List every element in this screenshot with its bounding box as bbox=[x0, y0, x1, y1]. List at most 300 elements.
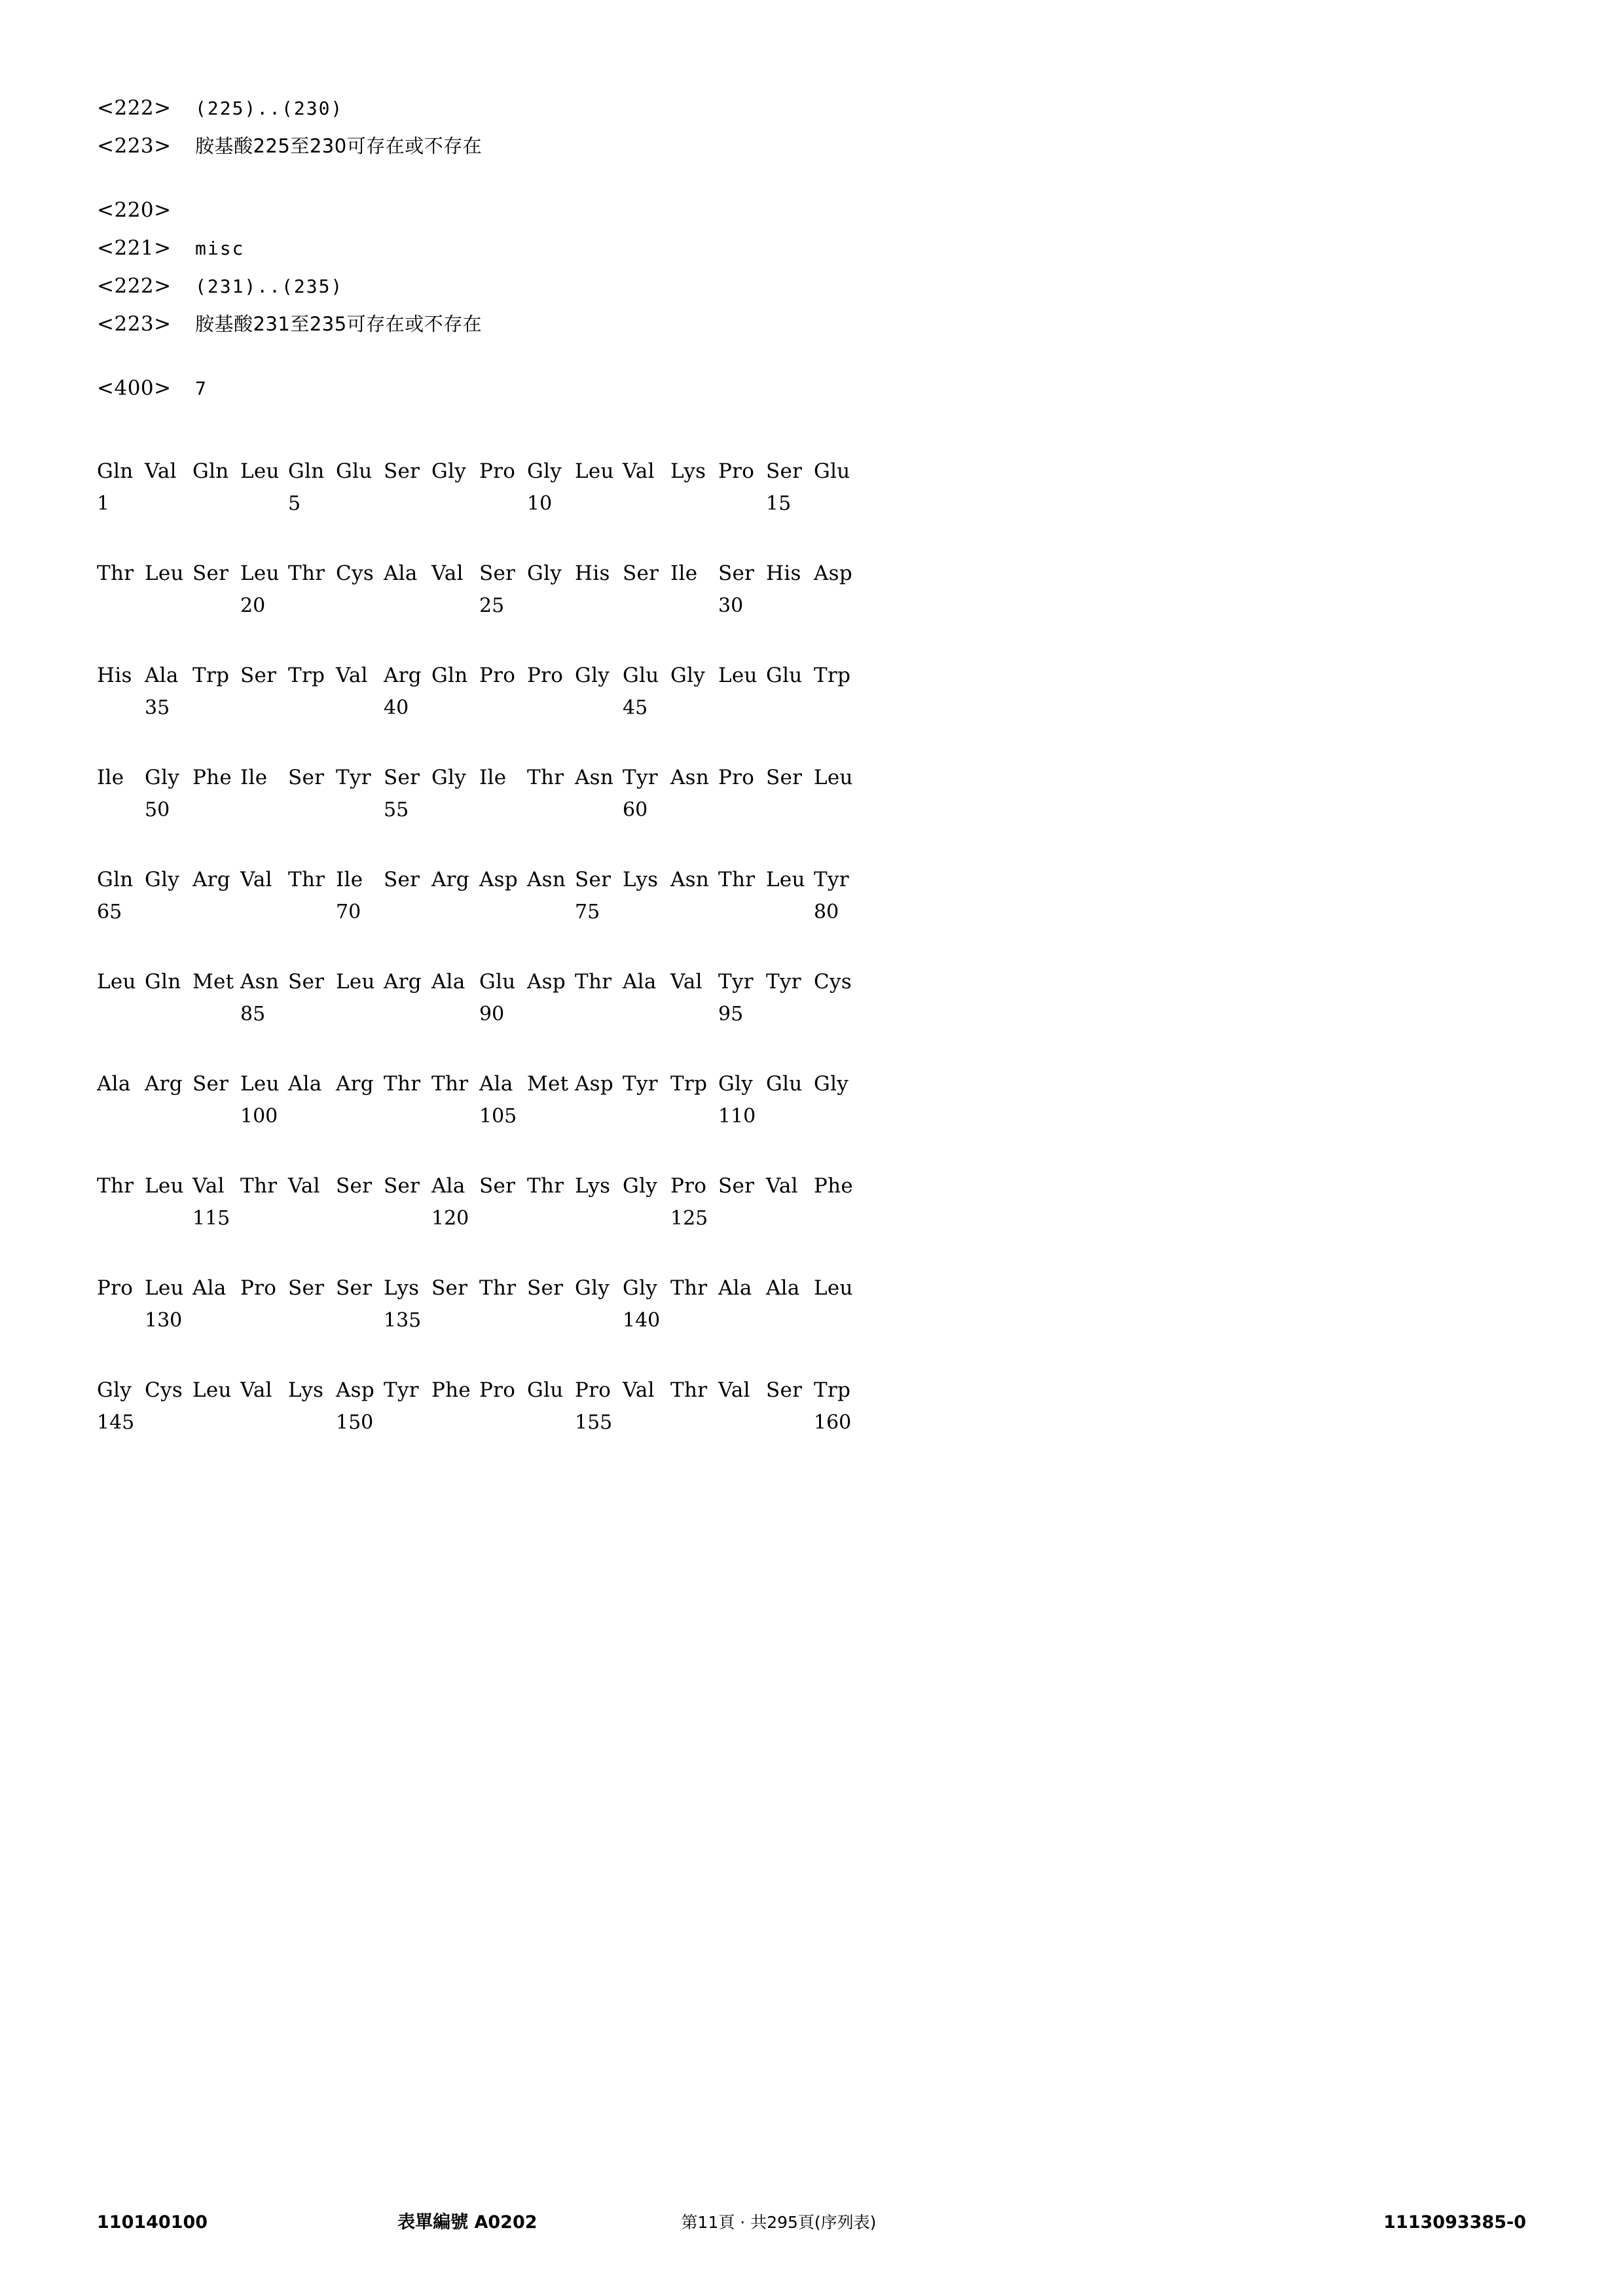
residue-row bbox=[97, 664, 1505, 690]
residue-number bbox=[670, 696, 718, 721]
residue-number bbox=[718, 1207, 766, 1232]
residue-number bbox=[288, 1207, 336, 1232]
residue: Trp bbox=[192, 664, 230, 687]
residue-number: 15 bbox=[766, 492, 792, 515]
residue-number bbox=[145, 594, 192, 619]
residue: Ala bbox=[431, 1174, 465, 1198]
residue-row bbox=[97, 868, 1505, 894]
residue-number bbox=[288, 901, 336, 925]
residue: Asn bbox=[527, 868, 566, 891]
residue-number bbox=[97, 798, 145, 823]
residue-number bbox=[670, 492, 718, 517]
residue-number bbox=[240, 1207, 288, 1232]
residue-number bbox=[384, 1207, 431, 1232]
residue: Leu bbox=[145, 1276, 184, 1300]
residue-number bbox=[192, 1309, 240, 1334]
residue: Gly bbox=[623, 1276, 658, 1300]
residue-number bbox=[527, 798, 575, 823]
residue-number bbox=[670, 1309, 718, 1334]
residue-number bbox=[575, 594, 623, 619]
residue-number: 120 bbox=[431, 1207, 469, 1230]
residue-number bbox=[718, 492, 766, 517]
residue-number bbox=[814, 1003, 862, 1028]
residue-number bbox=[431, 696, 479, 721]
field-value: 胺基酸231至235可存在或不存在 bbox=[195, 313, 483, 335]
residue-number: 95 bbox=[718, 1003, 744, 1026]
residue: Ala bbox=[431, 970, 465, 994]
residue-number: 60 bbox=[623, 798, 648, 821]
residue-number: 30 bbox=[718, 594, 744, 617]
residue: Leu bbox=[240, 562, 280, 585]
residue: Val bbox=[670, 970, 702, 994]
residue-number bbox=[97, 1207, 145, 1232]
residue-number: 20 bbox=[240, 594, 266, 617]
residue: Phe bbox=[814, 1174, 854, 1198]
residue: Lys bbox=[623, 868, 659, 891]
residue-number bbox=[575, 798, 623, 823]
header-row-222-231 bbox=[97, 276, 1505, 296]
residue: Ser bbox=[479, 562, 516, 585]
residue: Arg bbox=[192, 868, 230, 891]
residue-row bbox=[97, 459, 1505, 486]
residue: Leu bbox=[766, 868, 805, 891]
residue-number bbox=[670, 1003, 718, 1028]
residue: Pro bbox=[479, 459, 516, 483]
residue: Val bbox=[192, 1174, 225, 1198]
residue-number bbox=[527, 1207, 575, 1232]
residue: Tyr bbox=[718, 970, 754, 994]
residue-number bbox=[97, 1105, 145, 1130]
residue-row bbox=[97, 766, 1505, 792]
residue: Val bbox=[240, 868, 272, 891]
field-tag: <220> bbox=[97, 198, 172, 222]
residue-number bbox=[431, 1411, 479, 1436]
residue: Val bbox=[431, 562, 464, 585]
residue-number: 135 bbox=[384, 1309, 422, 1332]
residue-number: 75 bbox=[575, 901, 600, 924]
footer-reference-number: 1113093385-0 bbox=[1383, 2212, 1526, 2233]
residue: Thr bbox=[288, 868, 325, 891]
residue-number bbox=[192, 1003, 240, 1028]
sequence-group bbox=[97, 1378, 1505, 1436]
field-value: misc bbox=[195, 238, 245, 259]
residue: Arg bbox=[336, 1072, 374, 1096]
residue: Cys bbox=[814, 970, 852, 994]
residue: Lys bbox=[575, 1174, 611, 1198]
sequence-group bbox=[97, 970, 1505, 1028]
residue-number: 80 bbox=[814, 901, 839, 924]
residue: His bbox=[766, 562, 801, 585]
residue: Ser bbox=[766, 1378, 803, 1402]
residue-row bbox=[97, 1378, 1505, 1405]
residue: Ile bbox=[240, 766, 268, 789]
residue: Gly bbox=[575, 664, 610, 687]
residue-number bbox=[240, 901, 288, 925]
residue-number bbox=[479, 696, 527, 721]
residue: Ala bbox=[766, 1276, 800, 1300]
header-row-221 bbox=[97, 238, 1505, 259]
residue-number bbox=[623, 1105, 670, 1130]
residue: Asp bbox=[336, 1378, 375, 1402]
residue-number bbox=[575, 492, 623, 517]
residue-number bbox=[718, 798, 766, 823]
residue-number bbox=[766, 1003, 814, 1028]
residue: Ser bbox=[240, 664, 277, 687]
residue-number: 150 bbox=[336, 1411, 374, 1434]
field-tag: <400> bbox=[97, 376, 172, 400]
residue: Ser bbox=[623, 562, 659, 585]
residue-number bbox=[336, 1309, 384, 1334]
residue: Glu bbox=[623, 664, 659, 687]
residue: Cys bbox=[145, 1378, 183, 1402]
sequence-block bbox=[97, 459, 1505, 1436]
residue: Glu bbox=[479, 970, 516, 994]
residue-number bbox=[623, 1003, 670, 1028]
residue-number bbox=[766, 1411, 814, 1436]
residue: Tyr bbox=[766, 970, 801, 994]
residue: Ser bbox=[766, 766, 803, 789]
header-row-222-225 bbox=[97, 98, 1505, 118]
residue-number bbox=[718, 696, 766, 721]
residue-number: 70 bbox=[336, 901, 361, 924]
residue-number bbox=[336, 1105, 384, 1130]
residue: Val bbox=[240, 1378, 272, 1402]
residue: Gln bbox=[97, 459, 134, 483]
residue-number bbox=[384, 492, 431, 517]
residue-number: 110 bbox=[718, 1105, 756, 1128]
residue: Pro bbox=[240, 1276, 277, 1300]
residue-number bbox=[718, 1309, 766, 1334]
residue: Phe bbox=[192, 766, 232, 789]
residue: Gly bbox=[97, 1378, 132, 1402]
sequence-group bbox=[97, 459, 1505, 517]
residue: Asp bbox=[575, 1072, 614, 1096]
residue: Pro bbox=[670, 1174, 707, 1198]
residue: Asn bbox=[575, 766, 614, 789]
residue-number bbox=[527, 901, 575, 925]
residue: Val bbox=[145, 459, 177, 483]
residue-number-row bbox=[97, 696, 1505, 721]
residue: Val bbox=[623, 1378, 655, 1402]
residue-number bbox=[97, 1003, 145, 1028]
residue-number bbox=[145, 1207, 192, 1232]
residue-number bbox=[288, 798, 336, 823]
residue: Thr bbox=[431, 1072, 469, 1096]
residue-row bbox=[97, 970, 1505, 996]
residue: Ile bbox=[97, 766, 124, 789]
residue: Ile bbox=[670, 562, 698, 585]
residue-number bbox=[240, 696, 288, 721]
residue-number bbox=[766, 901, 814, 925]
residue-number: 50 bbox=[145, 798, 170, 821]
residue-number-row bbox=[97, 492, 1505, 517]
residue-number bbox=[814, 1309, 862, 1334]
residue: Pro bbox=[718, 766, 755, 789]
residue: Gly bbox=[527, 562, 562, 585]
residue-number bbox=[431, 492, 479, 517]
residue: Lys bbox=[670, 459, 706, 483]
residue-number bbox=[97, 594, 145, 619]
sequence-group bbox=[97, 664, 1505, 721]
residue-number: 25 bbox=[479, 594, 505, 617]
residue-number-row bbox=[97, 1003, 1505, 1028]
residue-number bbox=[431, 1105, 479, 1130]
section-spacer bbox=[97, 352, 1505, 378]
residue: Ala bbox=[718, 1276, 752, 1300]
residue: Arg bbox=[384, 664, 422, 687]
residue-number bbox=[431, 798, 479, 823]
residue: Gly bbox=[623, 1174, 658, 1198]
residue-number bbox=[670, 594, 718, 619]
residue-number-row bbox=[97, 1411, 1505, 1436]
residue: Ala bbox=[192, 1276, 227, 1300]
residue-number bbox=[288, 1003, 336, 1028]
residue: Glu bbox=[527, 1378, 564, 1402]
residue-row bbox=[97, 1276, 1505, 1302]
residue-number: 1 bbox=[97, 492, 110, 515]
residue: Ser bbox=[288, 970, 325, 994]
residue-number bbox=[814, 594, 862, 619]
residue: Ser bbox=[766, 459, 803, 483]
residue: Ser bbox=[575, 868, 611, 891]
residue: Ser bbox=[384, 459, 420, 483]
residue-number bbox=[192, 901, 240, 925]
field-value: (231)..(235) bbox=[195, 276, 344, 297]
residue-number bbox=[575, 1105, 623, 1130]
residue-number bbox=[240, 1411, 288, 1436]
residue: Arg bbox=[145, 1072, 183, 1096]
residue-number bbox=[336, 696, 384, 721]
footer-doc-number: 110140100 bbox=[97, 2212, 208, 2233]
residue: Ser bbox=[384, 868, 420, 891]
residue-number: 115 bbox=[192, 1207, 230, 1230]
residue-number bbox=[288, 1309, 336, 1334]
residue: Thr bbox=[527, 1174, 564, 1198]
residue: Ala bbox=[384, 562, 418, 585]
residue: His bbox=[575, 562, 610, 585]
residue-number bbox=[814, 1105, 862, 1130]
residue: Pro bbox=[479, 664, 516, 687]
residue-number bbox=[288, 1411, 336, 1436]
residue: Thr bbox=[718, 868, 756, 891]
residue: Ser bbox=[479, 1174, 516, 1198]
residue-number: 155 bbox=[575, 1411, 613, 1434]
residue: Leu bbox=[336, 970, 375, 994]
residue: Ala bbox=[97, 1072, 131, 1096]
residue: Gln bbox=[288, 459, 325, 483]
residue-number bbox=[240, 1309, 288, 1334]
residue: Trp bbox=[814, 664, 851, 687]
residue: Cys bbox=[336, 562, 374, 585]
header-row-220 bbox=[97, 200, 1505, 221]
residue-number bbox=[814, 696, 862, 721]
residue: Trp bbox=[288, 664, 325, 687]
residue-number: 40 bbox=[384, 696, 409, 719]
residue-number bbox=[814, 1207, 862, 1232]
residue-number bbox=[384, 1411, 431, 1436]
residue-number bbox=[384, 1105, 431, 1130]
residue-number: 65 bbox=[97, 901, 122, 924]
residue-number bbox=[192, 696, 240, 721]
residue-number bbox=[575, 1207, 623, 1232]
residue-number bbox=[766, 594, 814, 619]
residue-number: 85 bbox=[240, 1003, 266, 1026]
residue: Ala bbox=[145, 664, 179, 687]
residue-row bbox=[97, 562, 1505, 588]
residue-number: 45 bbox=[623, 696, 648, 719]
residue: Gly bbox=[670, 664, 706, 687]
residue-number: 140 bbox=[623, 1309, 661, 1332]
field-value: (225)..(230) bbox=[195, 98, 344, 119]
sequence-spacer bbox=[97, 416, 1505, 454]
residue: Ser bbox=[718, 1174, 755, 1198]
residue-number bbox=[145, 901, 192, 925]
residue-number: 145 bbox=[97, 1411, 135, 1434]
field-tag: <221> bbox=[97, 236, 172, 260]
header-row-223-225 bbox=[97, 136, 1505, 156]
residue: Gly bbox=[431, 459, 467, 483]
residue-number bbox=[192, 492, 240, 517]
sequence-listing-header bbox=[97, 98, 1505, 399]
residue-number bbox=[240, 492, 288, 517]
residue-number bbox=[336, 798, 384, 823]
residue: Asn bbox=[670, 868, 710, 891]
residue: Gln bbox=[97, 868, 134, 891]
residue: Ser bbox=[527, 1276, 564, 1300]
residue-number bbox=[527, 1309, 575, 1334]
residue: Asp bbox=[527, 970, 566, 994]
residue-number: 100 bbox=[240, 1105, 278, 1128]
residue-number bbox=[431, 1309, 479, 1334]
residue: Pro bbox=[575, 1378, 611, 1402]
residue: Ala bbox=[288, 1072, 322, 1096]
residue-number bbox=[145, 492, 192, 517]
residue: Thr bbox=[670, 1378, 708, 1402]
residue: Thr bbox=[670, 1276, 708, 1300]
residue: Thr bbox=[288, 562, 325, 585]
residue-number bbox=[766, 798, 814, 823]
residue: Ile bbox=[479, 766, 507, 789]
residue: Ser bbox=[431, 1276, 468, 1300]
residue: Leu bbox=[97, 970, 136, 994]
residue: Pro bbox=[479, 1378, 516, 1402]
residue: Gly bbox=[431, 766, 467, 789]
field-tag: <223> bbox=[97, 312, 172, 336]
sequence-group bbox=[97, 766, 1505, 823]
residue: Gly bbox=[814, 1072, 849, 1096]
residue-number bbox=[575, 696, 623, 721]
field-value: 7 bbox=[195, 378, 208, 399]
residue: Gly bbox=[145, 868, 180, 891]
residue: Pro bbox=[718, 459, 755, 483]
residue: Leu bbox=[145, 1174, 184, 1198]
residue-number: 160 bbox=[814, 1411, 852, 1434]
residue-number bbox=[145, 1411, 192, 1436]
residue: Ile bbox=[336, 868, 363, 891]
residue-number bbox=[97, 1309, 145, 1334]
residue-number: 55 bbox=[384, 798, 409, 821]
residue: Gly bbox=[145, 766, 180, 789]
field-tag: <222> bbox=[97, 96, 172, 120]
residue: Leu bbox=[718, 664, 757, 687]
residue-number bbox=[766, 1309, 814, 1334]
residue: Trp bbox=[814, 1378, 851, 1402]
residue: Trp bbox=[670, 1072, 708, 1096]
residue: Leu bbox=[192, 1378, 232, 1402]
residue-number bbox=[766, 696, 814, 721]
residue-number bbox=[240, 798, 288, 823]
residue-number bbox=[431, 901, 479, 925]
residue-number bbox=[479, 1207, 527, 1232]
residue: Tyr bbox=[814, 868, 849, 891]
residue: Gln bbox=[145, 970, 181, 994]
residue-number bbox=[288, 696, 336, 721]
residue: Thr bbox=[97, 562, 134, 585]
residue: Thr bbox=[479, 1276, 517, 1300]
residue: Glu bbox=[766, 664, 803, 687]
residue: Leu bbox=[240, 1072, 280, 1096]
residue-row bbox=[97, 1072, 1505, 1098]
residue-number-row bbox=[97, 1207, 1505, 1232]
residue: Thr bbox=[384, 1072, 421, 1096]
residue-row bbox=[97, 1174, 1505, 1200]
residue-number-row bbox=[97, 798, 1505, 823]
residue-number bbox=[479, 798, 527, 823]
residue-number bbox=[814, 798, 862, 823]
residue-number-row bbox=[97, 901, 1505, 925]
residue-number bbox=[288, 594, 336, 619]
residue-number-row bbox=[97, 1105, 1505, 1130]
residue-number bbox=[623, 1207, 670, 1232]
residue: Asp bbox=[479, 868, 519, 891]
section-spacer bbox=[97, 174, 1505, 200]
residue-number bbox=[192, 798, 240, 823]
residue: Thr bbox=[97, 1174, 134, 1198]
residue-number bbox=[527, 594, 575, 619]
residue-number bbox=[336, 492, 384, 517]
residue-number: 35 bbox=[145, 696, 170, 719]
residue: Gln bbox=[431, 664, 468, 687]
residue: His bbox=[97, 664, 132, 687]
residue-number bbox=[575, 1309, 623, 1334]
header-row-223-231 bbox=[97, 314, 1505, 334]
residue-number bbox=[766, 1105, 814, 1130]
residue: Thr bbox=[575, 970, 612, 994]
residue: Gln bbox=[192, 459, 229, 483]
residue: Glu bbox=[814, 459, 850, 483]
residue-number bbox=[670, 1411, 718, 1436]
residue: Glu bbox=[766, 1072, 803, 1096]
sequence-group bbox=[97, 1174, 1505, 1232]
residue-number bbox=[336, 1003, 384, 1028]
residue: Gly bbox=[527, 459, 562, 483]
residue-number bbox=[527, 1411, 575, 1436]
residue-number: 10 bbox=[527, 492, 553, 515]
residue: Leu bbox=[575, 459, 614, 483]
residue: Arg bbox=[431, 868, 469, 891]
residue-number: 5 bbox=[288, 492, 301, 515]
sequence-group bbox=[97, 868, 1505, 925]
residue: Pro bbox=[97, 1276, 134, 1300]
header-row-400 bbox=[97, 378, 1505, 399]
residue: Met bbox=[192, 970, 234, 994]
residue: Leu bbox=[814, 1276, 853, 1300]
field-tag: <223> bbox=[97, 134, 172, 158]
residue: Asn bbox=[240, 970, 280, 994]
residue: Val bbox=[288, 1174, 320, 1198]
residue-number bbox=[192, 594, 240, 619]
residue: Thr bbox=[240, 1174, 278, 1198]
